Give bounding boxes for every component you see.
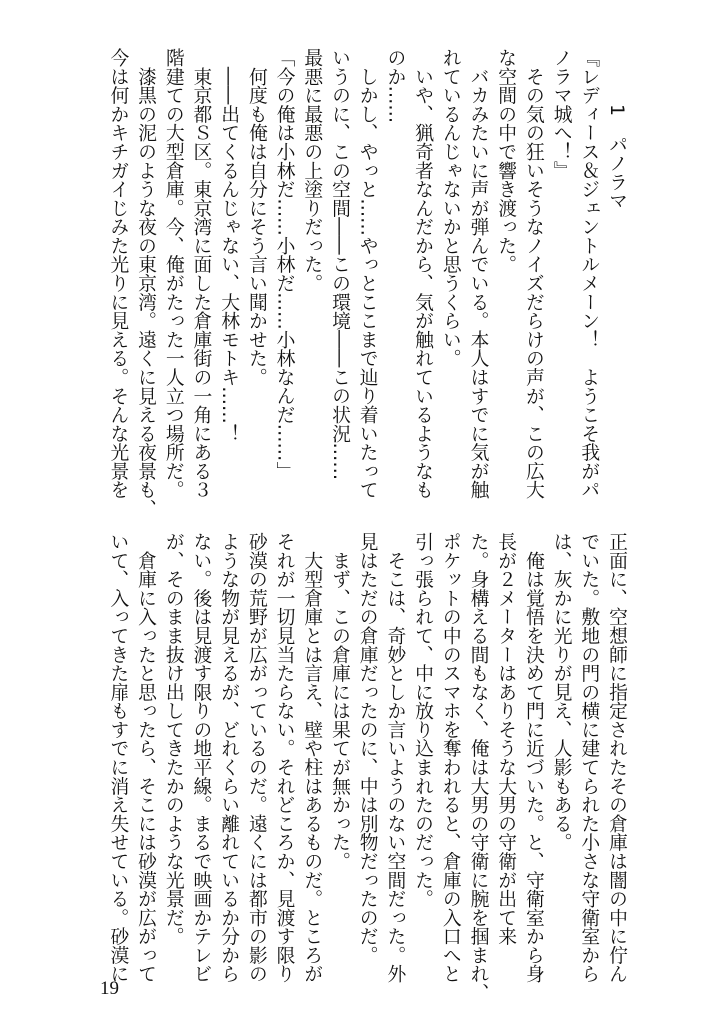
text-line: 正面に、空想師に指定されたその倉庫は闇の中に佇ん: [606, 532, 627, 983]
text-line: それが一切見当たらない。それどころか、見渡す限り: [273, 532, 295, 983]
upper-text-block: [104, 48, 630, 518]
text-line: ポケットの中のスマホを奪われると、倉庫の入口へと: [439, 532, 461, 983]
text-line: のか……: [384, 48, 406, 124]
text-line: 階建ての大型倉庫。今、俺がたった一人立つ場所だ。: [162, 48, 184, 499]
text-line: その気の狂いそうなノイズだらけの声が、この広大: [522, 48, 544, 499]
text-line: ――出てくるんじゃない、大林モトキ……！: [218, 48, 240, 443]
text-line: いや、猟奇者なんだから、気が触れているようなも: [412, 48, 434, 499]
page-number: 19: [100, 978, 119, 999]
text-line: いうのに、この空間――この環境――この状況……: [328, 48, 350, 481]
text-line: 今は何かキチガイじみた光りに見える。そんな光景を: [107, 48, 129, 499]
text-line: そこは、奇妙としか言いようのない空間だった。外: [384, 532, 406, 983]
text-line: が、そのまま抜け出してきたかのような光景だ。: [162, 532, 184, 946]
text-line: 最悪に最悪の上塗りだった。: [301, 48, 323, 293]
text-line: ない。後は見渡す限りの地平線。まるで映画かテレビ: [190, 532, 212, 983]
text-line: ような物が見えるが、どれくらい離れているか分から: [218, 532, 240, 983]
text-line: ノラマ城へ！』: [550, 48, 572, 180]
text-line: 俺は覚悟を決めて門に近づいた。と、守衛室から身: [522, 532, 544, 983]
text-line: バカみたいに声が弾んでいる。本人はすでに気が触: [467, 48, 489, 499]
text-line: 倉庫に入ったと思ったら、そこには砂漠が広がって: [135, 532, 157, 983]
text-line: 東京都Ｓ区。東京湾に面した倉庫街の一角にある３: [190, 48, 212, 499]
text-line: 『レディース＆ジェントルメーン！ ようこそ我がパ: [578, 48, 600, 499]
text-line: れているんじゃないかと思うくらい。: [439, 48, 461, 368]
text-line: 漆黒の泥のような夜の東京湾。遠くに見える夜景も、: [135, 48, 157, 518]
text-line: しかし、やっと……やっとここまで辿り着いたって: [356, 48, 378, 499]
text-line: は、灰かに光りが見え、人影もある。: [550, 532, 572, 852]
text-line: 大型倉庫とは言え、壁や柱はあるものだ。ところが: [301, 532, 323, 983]
text-line: 引っ張られて、中に放り込まれたのだった。: [412, 532, 434, 908]
text-line: な空間の中で響き渡った。: [495, 48, 517, 274]
text-line: 何度も俺は自分にそう言い聞かせた。: [245, 48, 267, 387]
chapter-heading: 1 パノラマ: [606, 104, 627, 210]
text-line: 砂漠の荒野が広がっているのだ。遠くには都市の影の: [245, 532, 267, 983]
text-line: 長が２メーターはありそうな大男の守衛が出て来: [495, 532, 517, 946]
text-line: いて、入ってきた扉もすでに消え失せている。砂漠に: [107, 532, 129, 983]
text-line: でいた。敷地の門の横に建てられた小さな守衛室から: [578, 532, 600, 983]
text-line: 見はただの倉庫だったのに、中は別物だったのだ。: [356, 532, 378, 965]
text-line: た。身構える間もなく、俺は大男の守衛に腕を掴まれ、: [467, 532, 489, 1002]
text-line: 「今の俺は小林だ……小林だ……小林なんだ……」: [273, 48, 295, 481]
text-line: まず、この倉庫には果てが無かった。: [328, 532, 350, 871]
